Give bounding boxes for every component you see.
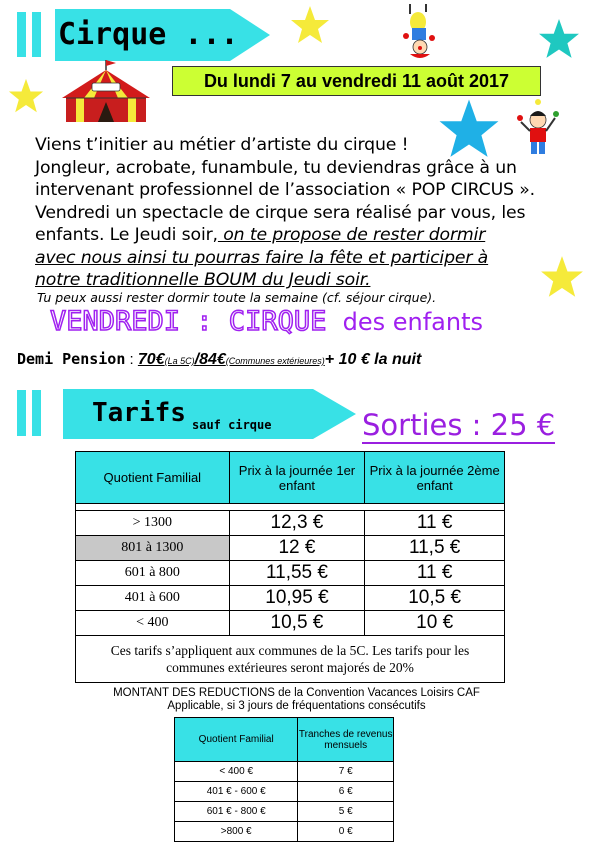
stay-note: Tu peux aussi rester dormir toute la semaine (cf. séjour cirque). [37,290,437,305]
tarifs-note: Ces tarifs s’appliquent aux communes de la 5C. Les tarifs pour les communes extérieures seront majorés de 20% [76,636,505,683]
header-cell: Quotient Familial [76,452,230,504]
banner-stripe-2 [32,12,41,57]
header-cell: Prix à la journée 2ème enfant [365,452,505,504]
circus-tent-icon [58,58,156,128]
price-cell: 12 € [229,536,365,561]
qf-cell: < 400 € [175,762,298,782]
qf-cell: > 1300 [76,511,230,536]
tarifs-subtitle: sauf cirque [192,418,272,432]
qf-cell: 401 à 600 [76,586,230,611]
price-cell: 12,3 € [229,511,365,536]
banner-stripe-2 [32,390,41,436]
price-cell: 10,95 € [229,586,365,611]
header-cell: Prix à la journée 1er enfant [229,452,365,504]
intro-line: avec nous ainsi tu pourras faire la fête et participer à [35,247,489,268]
qf-cell: 401 € - 600 € [175,782,298,802]
intro-line: intervenant professionnel de l’association « POP CIRCUS ». [35,180,535,200]
star-icon [8,78,44,114]
tarifs-title: Tarifs [92,398,186,428]
table-row [175,822,394,842]
sorties-price: Sorties : 25 € [362,408,556,442]
tarifs-table [75,451,505,683]
intro-line: enfants. Le Jeudi soir, on te propose de rester dormir [35,225,486,245]
intro-paragraph [35,134,590,292]
header-cell: Quotient Familial [175,718,298,762]
reduction-cell: 7 € [298,762,394,782]
reductions-table [174,717,394,842]
price-cell: 11,5 € [365,536,505,561]
reduction-cell: 6 € [298,782,394,802]
price-cell: 11,55 € [229,561,365,586]
qf-cell: < 400 [76,611,230,636]
price-cell: 11 € [365,511,505,536]
vendredi-heading: VENDREDI : CIRQUE des enfants [50,306,483,337]
price-cell: 10,5 € [365,586,505,611]
intro-line: Vendredi un spectacle de cirque sera réalisé par vous, les [35,202,526,223]
table-row [76,611,505,636]
price-cell: 10,5 € [229,611,365,636]
price-cell: 11 € [365,561,505,586]
price-cell: 10 € [365,611,505,636]
intro-line: Viens t’initier au métier d’artiste du cirque ! [35,135,409,155]
qf-cell: 801 à 1300 [76,536,230,561]
table-row [76,536,505,561]
header-cell: Tranches de revenus mensuels [298,718,394,762]
banner-stripe-1 [17,390,26,436]
banner-stripe-1 [17,12,26,57]
star-icon [290,5,330,45]
caf-title: MONTANT DES REDUCTIONS de la Convention Vacances Loisirs CAF [113,687,480,699]
table-header-row [76,452,505,504]
intro-line: notre traditionnelle BOUM du Jeudi soir. [35,270,371,290]
reduction-cell: 0 € [298,822,394,842]
qf-cell: 601 € - 800 € [175,802,298,822]
table-row [175,802,394,822]
demi-pension-line: Demi Pension : 70€(La 5C)/84€(Communes extérieures)+ 10 € la nuit [17,350,422,368]
intro-line: Jongleur, acrobate, funambule, tu deviendras grâce à un [35,157,517,178]
table-row [175,782,394,802]
qf-cell: 601 à 800 [76,561,230,586]
table-header-row [175,718,394,762]
table-row [175,762,394,782]
caf-subtitle: Applicable, si 3 jours de fréquentations consécutifs [167,700,426,712]
table-row [76,511,505,536]
clown-acrobat-icon [400,2,442,62]
cirque-title: Cirque ... [58,17,239,52]
qf-cell: >800 € [175,822,298,842]
table-row [76,561,505,586]
table-row [76,586,505,611]
dates-banner: Du lundi 7 au vendredi 11 août 2017 [172,66,541,96]
star-icon [538,18,580,60]
reduction-cell: 5 € [298,802,394,822]
table-note-row [76,636,505,683]
